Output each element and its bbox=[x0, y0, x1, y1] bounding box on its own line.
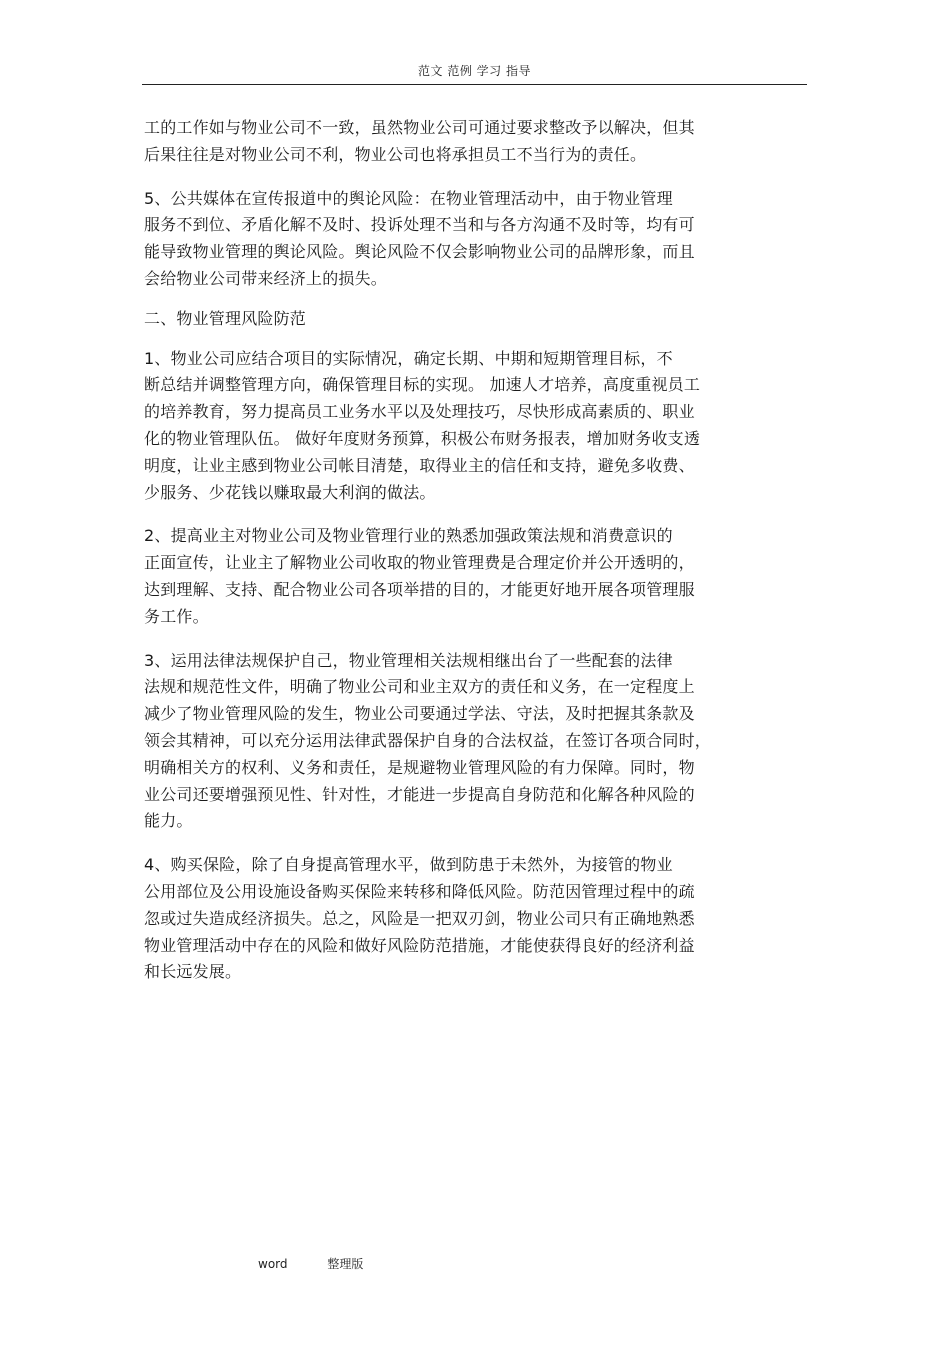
footer-word: word bbox=[258, 1257, 288, 1271]
paragraph-point-4: 4、购买保险，除了自身提高管理水平，做到防患于未然外，为接管的物业 公用部位及公用设施设备购买保险来转移和降低风险。防范因管理过程中的疏 忽或过失造成经济损失。总之，风险是一把双刃剑，物业公司只有正确地熟悉 物业管理活动中存在的风险和做好风险防范措施，才能使获得良好的经济利益 和长远发展。 bbox=[144, 855, 695, 982]
header-rule bbox=[142, 84, 807, 85]
page-header bbox=[142, 62, 807, 86]
footer-edition: 整理版 bbox=[327, 1257, 364, 1271]
page-footer bbox=[258, 1255, 363, 1272]
section-heading: 二、物业管理风险防范 bbox=[144, 308, 307, 328]
paragraph-point-1: 1、物业公司应结合项目的实际情况，确定长期、中期和短期管理目标，不 断总结并调整管理方向，确保管理目标的实现。 加速人才培养，高度重视员工 的培养教育，努力提高员工业务水平以及处理技巧，尽快形成高素质的、职业 化的物业管理队伍。 做好年度财务预算，积极公布财务报表，增加财务收支透 明度，让业主感到物业公司帐目清楚，取得业主的信任和支持，避免多收费、 少服务、少花钱以赚取最大利润的做法。 bbox=[144, 348, 701, 502]
document-body bbox=[144, 115, 794, 986]
paragraph-point-2: 2、提高业主对物业公司及物业管理行业的熟悉加强政策法规和消费意识的 正面宣传，让业主了解物业公司收取的物业管理费是合理定价并公开透明的， 达到理解、支持、配合物业公司各项举措的目的，才能更好地开展各项管理服 务工作。 bbox=[144, 526, 695, 626]
paragraph-media-risk: 5、公共媒体在宣传报道中的舆论风险：在物业管理活动中，由于物业管理 服务不到位、矛盾化解不及时、投诉处理不当和与各方沟通不及时等，均有可 能导致物业管理的舆论风险。舆论风险不仅会影响物业公司的品牌形象，而且 会给物业公司带来经济上的损失。 bbox=[144, 188, 695, 288]
paragraph-point-3: 3、运用法律法规保护自己，物业管理相关法规相继出台了一些配套的法律 法规和规范性文件，明确了物业公司和业主双方的责任和义务，在一定程度上 减少了物业管理风险的发生，物业公司要通过学法、守法，及时把握其条款及 领会其精神，可以充分运用法律武器保护自身的合法权益，在签订各项合同时， 明确相关方的权利、义务和责任，是规避物业管理风险的有力保障。同时，物 业公司还要增强预见性、针对性，才能进一步提高自身防范和化解各种风险的 能力。 bbox=[144, 650, 712, 831]
paragraph-continuation: 工的工作如与物业公司不一致，虽然物业公司可通过要求整改予以解决，但其 后果往往是对物业公司不利，物业公司也将承担员工不当行为的责任。 bbox=[144, 118, 695, 164]
header-text: 范文 范例 学习 指导 bbox=[418, 64, 531, 78]
